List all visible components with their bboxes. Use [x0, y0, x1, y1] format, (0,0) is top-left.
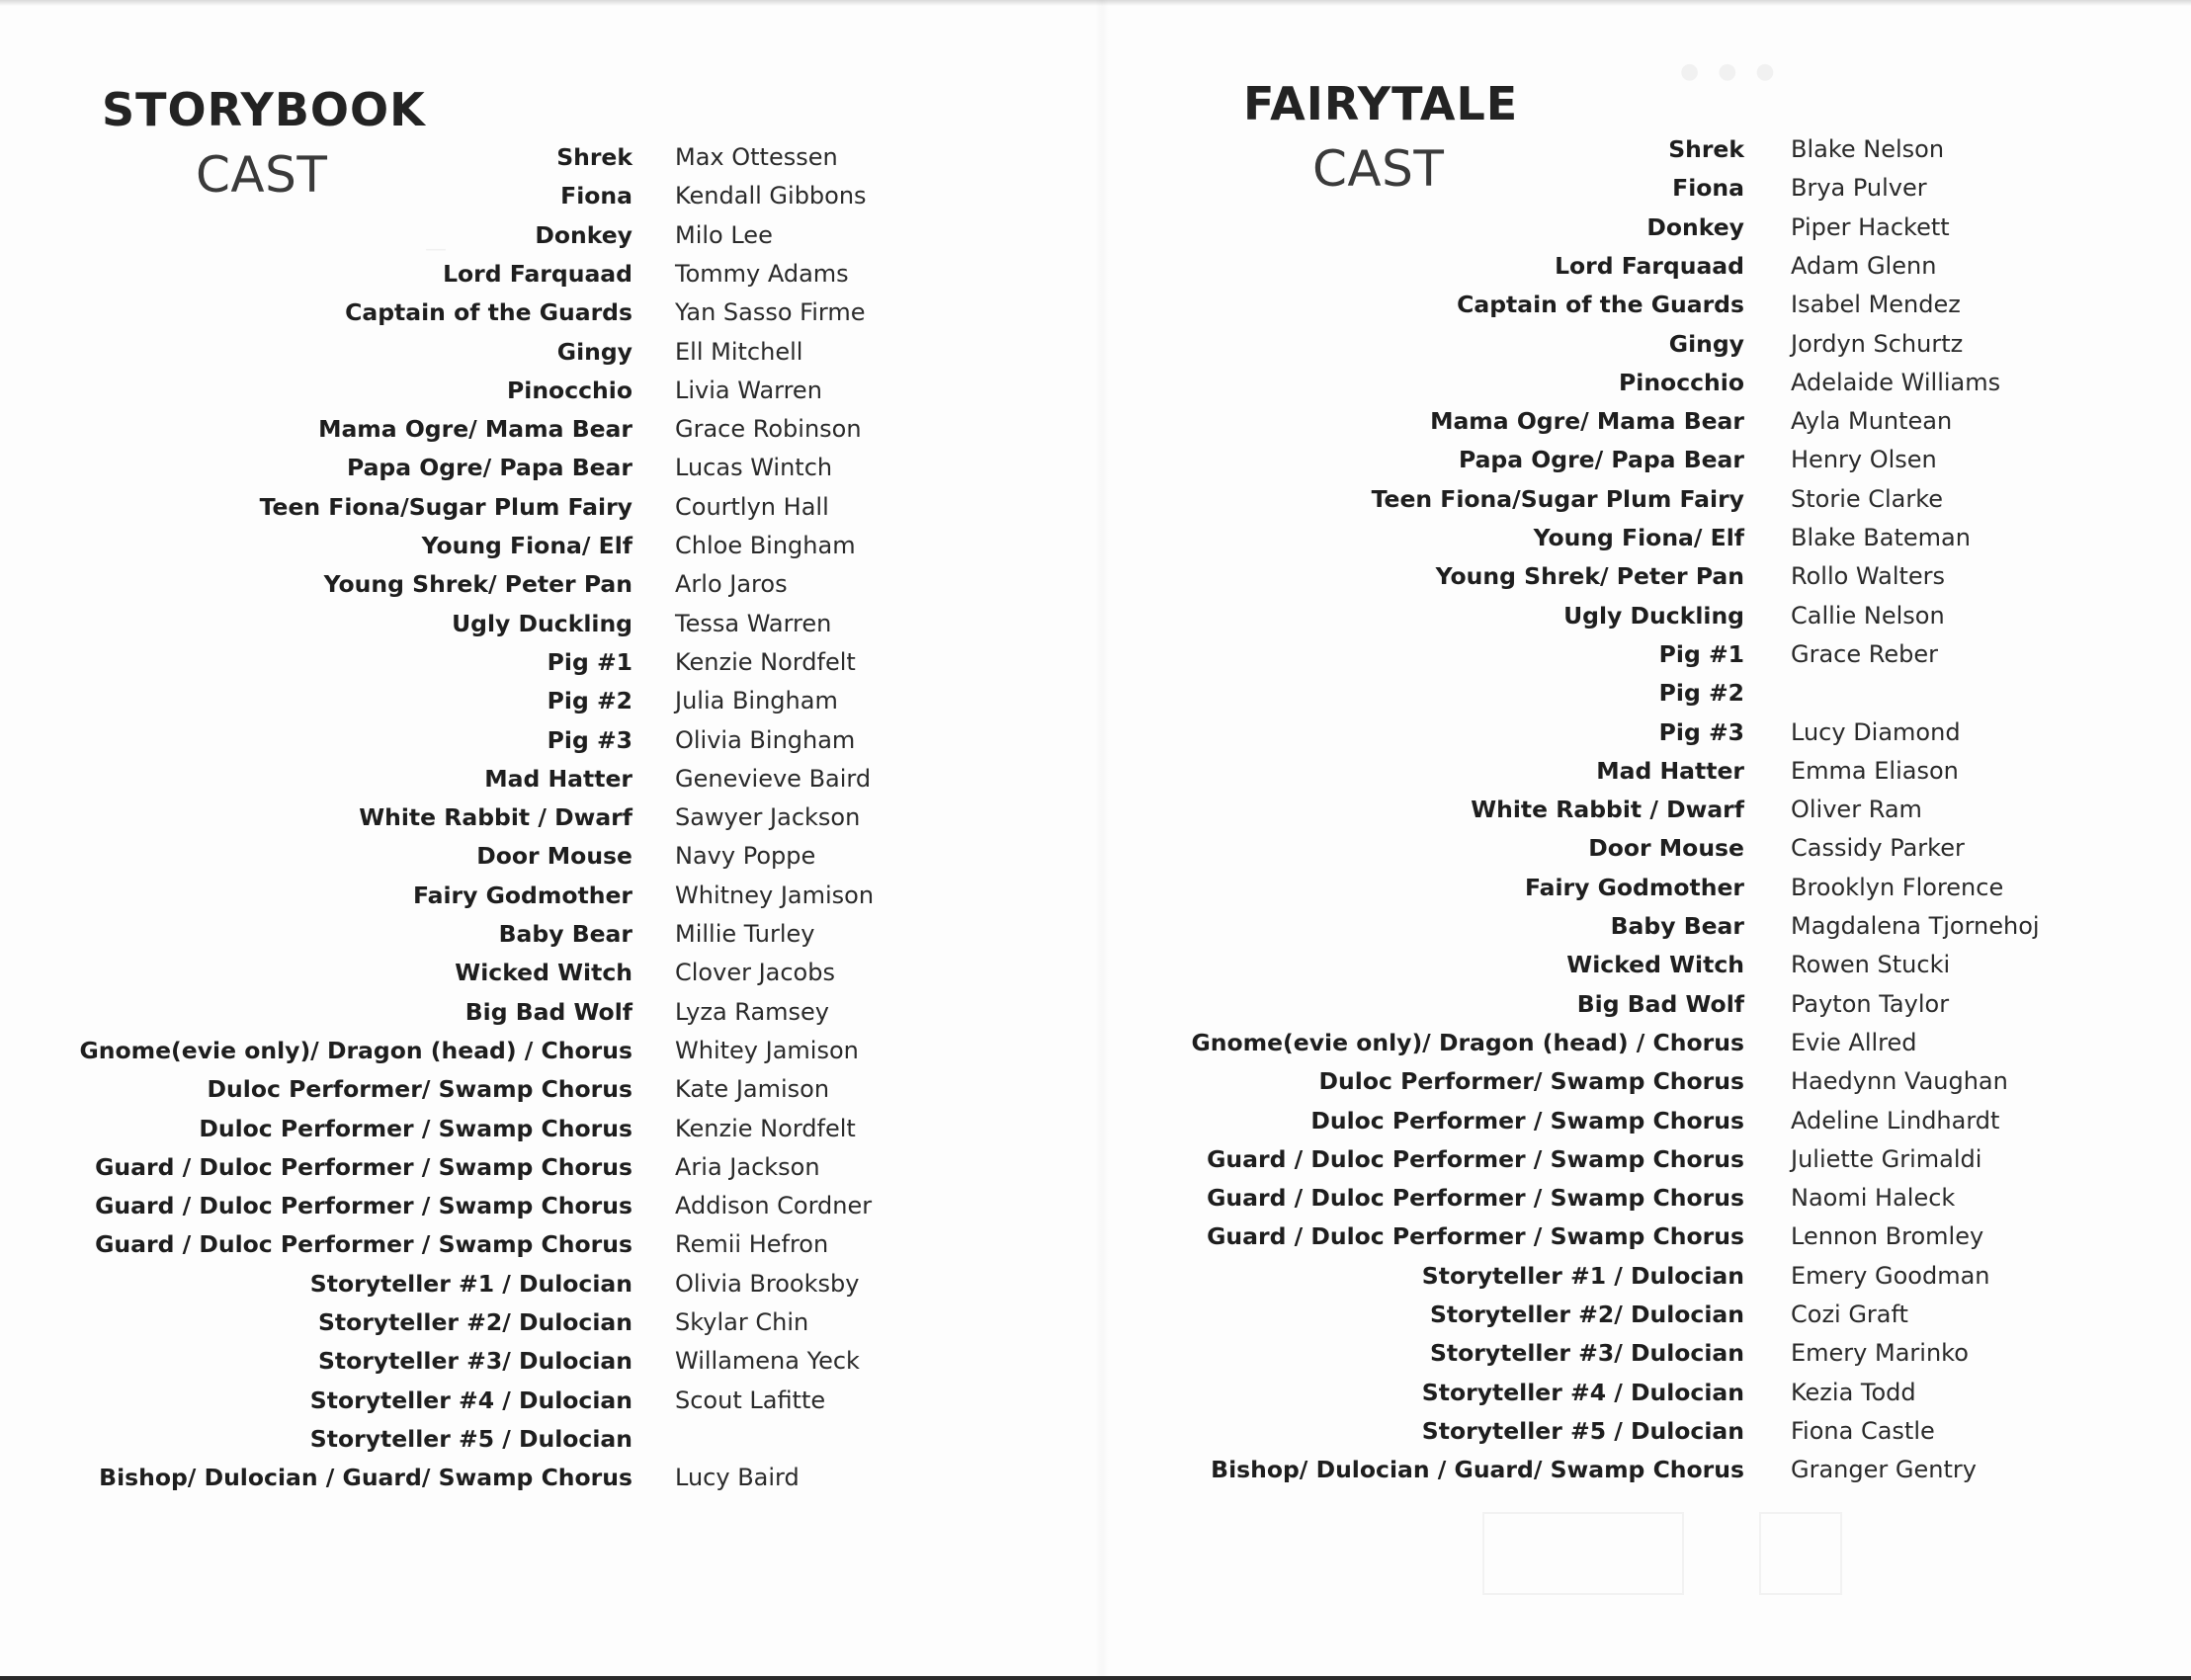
- role-name: Storyteller #2/ Dulocian: [1429, 1301, 1744, 1328]
- storybook-cast-panel: [0, 0, 1087, 1680]
- actor-name: Scout Lafitte: [675, 1386, 826, 1414]
- role-name: Baby Bear: [1610, 912, 1744, 940]
- role-name: Pig #3: [547, 725, 632, 754]
- role-name: Duloc Performer/ Swamp Chorus: [207, 1075, 632, 1104]
- cast-row: [0, 726, 988, 765]
- cast-row: [0, 648, 988, 687]
- actor-name: Fiona Castle: [1791, 1416, 1935, 1445]
- role-name: Shrek: [556, 143, 632, 171]
- actor-name: Brya Pulver: [1791, 174, 1927, 203]
- cast-row: [1107, 1301, 2095, 1339]
- role-name: Lord Farquaad: [1555, 251, 1744, 280]
- role-name: Storyteller #4 / Dulocian: [309, 1386, 632, 1414]
- cast-row: [1107, 291, 2095, 329]
- cast-row: [0, 1464, 988, 1502]
- cast-row: [0, 610, 988, 648]
- actor-name: Adelaide Williams: [1791, 368, 2001, 396]
- cast-row: [0, 1425, 988, 1464]
- role-name: Donkey: [1646, 212, 1744, 241]
- actor-name: Adeline Lindhardt: [1791, 1106, 2000, 1134]
- role-name: White Rabbit / Dwarf: [1471, 796, 1744, 824]
- actor-name: Arlo Jaros: [675, 570, 788, 599]
- role-name: Storyteller #1 / Dulocian: [1421, 1261, 1744, 1290]
- actor-name: Juliette Grimaldi: [1791, 1144, 1982, 1173]
- actor-name: Addison Cordner: [675, 1192, 873, 1220]
- cast-row: [1107, 1379, 2095, 1417]
- actor-name: Lyza Ramsey: [675, 997, 830, 1026]
- actor-name: Lennon Bromley: [1791, 1222, 1984, 1251]
- cast-row: [0, 182, 988, 220]
- cast-row: [0, 1192, 988, 1230]
- cast-row: [0, 1153, 988, 1192]
- actor-name: Blake Nelson: [1791, 135, 1945, 163]
- role-name: Fiona: [1672, 174, 1744, 203]
- role-name: Ugly Duckling: [1563, 601, 1744, 630]
- cast-row: [0, 765, 988, 803]
- role-name: Lord Farquaad: [443, 259, 632, 288]
- cast-row: [0, 1270, 988, 1308]
- cast-row: [1107, 1417, 2095, 1456]
- actor-name: Olivia Bingham: [675, 725, 856, 754]
- cast-row: [1107, 1184, 2095, 1222]
- cast-row: [0, 493, 988, 532]
- role-name: Teen Fiona/Sugar Plum Fairy: [1371, 484, 1744, 513]
- actor-name: Rollo Walters: [1791, 562, 1946, 591]
- cast-row: [1107, 602, 2095, 640]
- role-name: White Rabbit / Dwarf: [359, 803, 632, 832]
- role-name: Storyteller #5 / Dulocian: [1421, 1416, 1744, 1445]
- role-name: Wicked Witch: [1566, 951, 1744, 979]
- actor-name: Julia Bingham: [675, 687, 838, 715]
- role-name: Pig #1: [547, 647, 632, 676]
- cast-row: [1107, 485, 2095, 524]
- cast-row: [1107, 407, 2095, 446]
- actor-name: Lucas Wintch: [675, 454, 833, 482]
- cast-row: [0, 260, 988, 298]
- actor-name: Oliver Ram: [1791, 796, 1922, 824]
- role-name: Shrek: [1668, 135, 1744, 163]
- role-name: Papa Ogre/ Papa Bear: [1458, 446, 1744, 474]
- actor-name: Aria Jackson: [675, 1152, 820, 1181]
- actor-name: Milo Lee: [675, 220, 773, 249]
- actor-name: Courtlyn Hall: [675, 492, 829, 521]
- actor-name: Ell Mitchell: [675, 337, 803, 366]
- actor-name: Emery Goodman: [1791, 1261, 1990, 1290]
- actor-name: Kate Jamison: [675, 1075, 830, 1104]
- fairytale-cast-panel: [1107, 0, 2191, 1680]
- cast-row: [0, 298, 988, 337]
- actor-name: Naomi Haleck: [1791, 1184, 1956, 1213]
- cast-row: [0, 842, 988, 881]
- cast-row: [0, 998, 988, 1037]
- cast-row: [1107, 679, 2095, 717]
- actor-name: Kendall Gibbons: [675, 182, 867, 210]
- role-name: Young Shrek/ Peter Pan: [323, 570, 632, 599]
- actor-name: Kenzie Nordfelt: [675, 1114, 856, 1142]
- actor-name: Grace Robinson: [675, 415, 862, 444]
- role-name: Storyteller #3/ Dulocian: [317, 1347, 632, 1376]
- cast-row: [1107, 135, 2095, 174]
- actor-name: Blake Bateman: [1791, 524, 1971, 551]
- actor-name: Chloe Bingham: [675, 532, 856, 559]
- role-name: Mad Hatter: [484, 764, 632, 793]
- actor-name: Willamena Yeck: [675, 1347, 860, 1376]
- cast-row: [1107, 834, 2095, 873]
- actor-name: Magdalena Tjornehoj: [1791, 912, 2040, 940]
- actor-name: Whitney Jamison: [675, 881, 875, 909]
- actor-name: Haedynn Vaughan: [1791, 1067, 2008, 1096]
- cast-row: [0, 377, 988, 415]
- cast-row: [0, 143, 988, 182]
- cast-row: [1107, 369, 2095, 407]
- role-name: Fairy Godmother: [412, 881, 632, 909]
- actor-name: Piper Hackett: [1791, 212, 1950, 241]
- cast-row: [0, 959, 988, 997]
- actor-name: Evie Allred: [1791, 1028, 1917, 1056]
- role-name: Captain of the Guards: [1457, 291, 1744, 319]
- role-name: Gnome(evie only)/ Dragon (head) / Chorus: [1191, 1028, 1744, 1056]
- cast-row: [1107, 213, 2095, 252]
- role-name: Fairy Godmother: [1524, 873, 1744, 901]
- role-name: Duloc Performer / Swamp Chorus: [199, 1114, 632, 1142]
- actor-name: Brooklyn Florence: [1791, 873, 2004, 901]
- role-name: Guard / Duloc Performer / Swamp Chorus: [1207, 1222, 1744, 1251]
- role-name: Baby Bear: [498, 920, 632, 948]
- actor-name: Genevieve Baird: [675, 764, 872, 793]
- actor-name: Remii Hefron: [675, 1230, 829, 1259]
- actor-name: Navy Poppe: [675, 842, 816, 871]
- actor-name: Lucy Baird: [675, 1464, 800, 1492]
- role-name: Pig #1: [1658, 639, 1744, 668]
- role-name: Bishop/ Dulocian / Guard/ Swamp Chorus: [99, 1464, 632, 1492]
- role-name: Fiona: [560, 182, 632, 210]
- cast-row: [1107, 990, 2095, 1029]
- actor-name: Tessa Warren: [675, 609, 832, 637]
- role-name: Pig #2: [1658, 679, 1744, 708]
- role-name: Ugly Duckling: [452, 609, 632, 637]
- role-name: Storyteller #1 / Dulocian: [309, 1269, 632, 1298]
- actor-name: Max Ottessen: [675, 143, 838, 171]
- cast-row: [0, 1075, 988, 1114]
- actor-name: Livia Warren: [675, 376, 822, 404]
- actor-name: Storie Clarke: [1791, 484, 1944, 513]
- actor-name: Yan Sasso Firme: [675, 298, 866, 327]
- role-name: Pinocchio: [507, 376, 632, 404]
- cast-row: [0, 221, 988, 260]
- role-name: Mad Hatter: [1596, 756, 1744, 785]
- role-name: Door Mouse: [476, 842, 632, 871]
- cast-row: [1107, 912, 2095, 951]
- cast-row: [1107, 1145, 2095, 1184]
- cast-row: [1107, 1067, 2095, 1106]
- cast-row: [1107, 174, 2095, 212]
- fairytale-title: FAIRYTALE: [1243, 77, 1519, 130]
- storybook-cast-subtitle: CAST: [196, 146, 328, 204]
- role-name: Bishop/ Dulocian / Guard/ Swamp Chorus: [1211, 1456, 1744, 1484]
- actor-name: Henry Olsen: [1791, 446, 1937, 474]
- cast-row: [0, 1037, 988, 1075]
- actor-name: Olivia Brooksby: [675, 1269, 860, 1298]
- cast-row: [1107, 330, 2095, 369]
- role-name: Guard / Duloc Performer / Swamp Chorus: [95, 1152, 632, 1181]
- actor-name: Jordyn Schurtz: [1791, 329, 1964, 358]
- actor-name: Isabel Mendez: [1791, 291, 1961, 319]
- cast-row: [1107, 1262, 2095, 1301]
- cast-row: [0, 882, 988, 920]
- actor-name: Emery Marinko: [1791, 1339, 1969, 1368]
- actor-name: Granger Gentry: [1791, 1456, 1977, 1484]
- role-name: Young Fiona/ Elf: [421, 532, 632, 559]
- role-name: Papa Ogre/ Papa Bear: [346, 454, 632, 482]
- actor-name: Kenzie Nordfelt: [675, 647, 856, 676]
- actor-name: Grace Reber: [1791, 639, 1938, 668]
- role-name: Young Shrek/ Peter Pan: [1435, 562, 1744, 591]
- role-name: Storyteller #3/ Dulocian: [1429, 1339, 1744, 1368]
- cast-row: [1107, 524, 2095, 562]
- actor-name: Payton Taylor: [1791, 989, 1950, 1018]
- actor-name: Ayla Muntean: [1791, 407, 1953, 436]
- role-name: Wicked Witch: [455, 959, 632, 987]
- actor-name: Clover Jacobs: [675, 959, 835, 987]
- page-bottom-edge: [0, 1676, 2191, 1680]
- fairytale-cast-subtitle: CAST: [1312, 140, 1445, 198]
- cast-row: [1107, 446, 2095, 484]
- actor-name: Adam Glenn: [1791, 251, 1937, 280]
- role-name: Mama Ogre/ Mama Bear: [1430, 407, 1744, 436]
- actor-name: Skylar Chin: [675, 1308, 809, 1336]
- role-name: Duloc Performer / Swamp Chorus: [1310, 1106, 1744, 1134]
- cast-row: [0, 920, 988, 959]
- role-name: Young Fiona/ Elf: [1533, 524, 1744, 551]
- cast-row: [1107, 1339, 2095, 1378]
- role-name: Captain of the Guards: [345, 298, 632, 327]
- role-name: Gingy: [556, 337, 632, 366]
- cast-row: [0, 1115, 988, 1153]
- cast-row: [0, 1386, 988, 1425]
- cast-row: [1107, 562, 2095, 601]
- actor-name: Millie Turley: [675, 920, 815, 948]
- role-name: Door Mouse: [1588, 834, 1744, 863]
- cast-row: [1107, 874, 2095, 912]
- actor-name: Cassidy Parker: [1791, 834, 1965, 863]
- storybook-title: STORYBOOK: [102, 83, 426, 136]
- cast-row: [0, 1308, 988, 1347]
- cast-row: [0, 532, 988, 570]
- role-name: Guard / Duloc Performer / Swamp Chorus: [1207, 1184, 1744, 1213]
- cast-row: [0, 1230, 988, 1269]
- cast-row: [1107, 1107, 2095, 1145]
- role-name: Pig #2: [547, 687, 632, 715]
- role-name: Gingy: [1668, 329, 1744, 358]
- role-name: Donkey: [535, 220, 632, 249]
- role-name: Pinocchio: [1619, 368, 1744, 396]
- role-name: Gnome(evie only)/ Dragon (head) / Chorus: [79, 1036, 632, 1064]
- actor-name: Cozi Graft: [1791, 1301, 1908, 1328]
- role-name: Guard / Duloc Performer / Swamp Chorus: [1207, 1144, 1744, 1173]
- cast-row: [1107, 757, 2095, 796]
- cast-row: [0, 454, 988, 492]
- role-name: Mama Ogre/ Mama Bear: [318, 415, 632, 444]
- actor-name: Sawyer Jackson: [675, 803, 861, 832]
- cast-row: [1107, 252, 2095, 291]
- role-name: Guard / Duloc Performer / Swamp Chorus: [95, 1230, 632, 1259]
- cast-row: [1107, 951, 2095, 989]
- actor-name: Rowen Stucki: [1791, 951, 1951, 979]
- cast-row: [0, 415, 988, 454]
- actor-name: Emma Eliason: [1791, 756, 1959, 785]
- role-name: Guard / Duloc Performer / Swamp Chorus: [95, 1192, 632, 1220]
- cast-row: [0, 687, 988, 725]
- cast-row: [0, 1347, 988, 1386]
- actor-name: Callie Nelson: [1791, 601, 1945, 630]
- role-name: Storyteller #5 / Dulocian: [309, 1424, 632, 1453]
- cast-row: [1107, 1222, 2095, 1261]
- actor-name: Tommy Adams: [675, 259, 849, 288]
- role-name: Big Bad Wolf: [464, 997, 632, 1026]
- cast-row: [1107, 718, 2095, 757]
- role-name: Big Bad Wolf: [1576, 989, 1744, 1018]
- actor-name: Lucy Diamond: [1791, 717, 1961, 746]
- cast-row: [1107, 796, 2095, 834]
- role-name: Pig #3: [1658, 717, 1744, 746]
- cast-row: [1107, 1029, 2095, 1067]
- cast-row: [0, 803, 988, 842]
- cast-row: [0, 570, 988, 609]
- role-name: Storyteller #4 / Dulocian: [1421, 1378, 1744, 1406]
- cast-row: [0, 338, 988, 377]
- role-name: Storyteller #2/ Dulocian: [317, 1308, 632, 1336]
- cast-row: [1107, 640, 2095, 679]
- role-name: Teen Fiona/Sugar Plum Fairy: [259, 492, 632, 521]
- role-name: Duloc Performer/ Swamp Chorus: [1318, 1067, 1744, 1096]
- actor-name: Whitey Jamison: [675, 1036, 859, 1064]
- actor-name: Kezia Todd: [1791, 1378, 1916, 1406]
- cast-row: [1107, 1456, 2095, 1494]
